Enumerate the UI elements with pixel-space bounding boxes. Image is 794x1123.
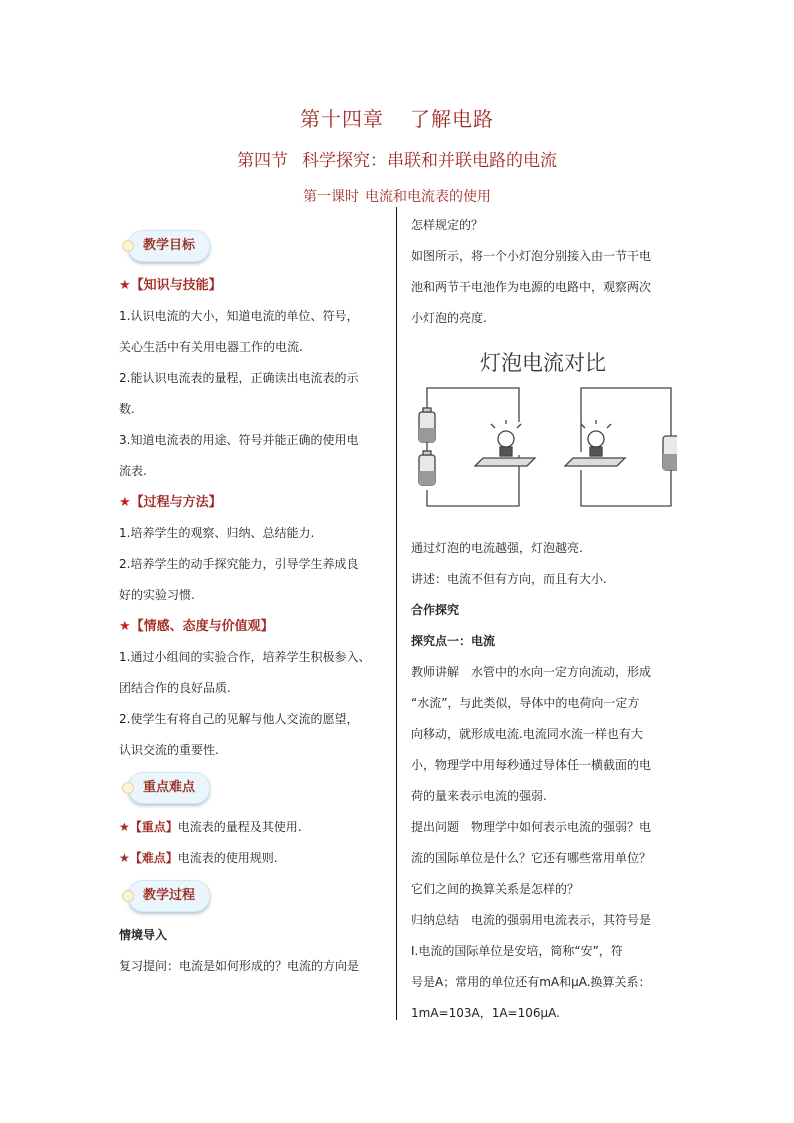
circuit-one-cell (565, 388, 677, 506)
text-line: 怎样规定的？ (411, 218, 484, 232)
text-line: 小，物理学中用每秒通过导体任一横截面的电 (411, 758, 652, 772)
text-line: 1.认识电流的大小，知道电流的单位、符号， (119, 309, 359, 323)
heading-process-methods: ★【过程与方法】 (119, 495, 222, 510)
text-line: 小灯泡的亮度. (411, 311, 487, 325)
text-line: 通过灯泡的电流越强，灯泡越亮. (411, 541, 583, 555)
text-line: 提出问题 物理学中如何表示电流的强弱？电 (411, 820, 652, 834)
key-point-line: ★【重点】电流表的量程及其使用. (119, 820, 302, 834)
bulb-circuit-figure (411, 340, 677, 515)
cooperative-inquiry-heading: 合作探究 (411, 603, 460, 617)
text-line: 好的实验习惯. (119, 588, 195, 602)
lesson-title (0, 186, 794, 206)
badge-key-points: 重点难点 (128, 772, 210, 804)
heading-emotion-values: ★【情感、态度与价值观】 (119, 619, 274, 634)
chapter-title (0, 103, 794, 132)
text-line: 流表. (119, 464, 147, 478)
text-line: 如图所示，将一个小灯泡分别接入由一节干电 (411, 249, 652, 263)
circuit-two-cells (419, 388, 535, 506)
star-icon: ★ (119, 278, 131, 293)
bulb-base (565, 458, 625, 466)
text-line: 2.使学生有将自己的见解与他人交流的愿望， (119, 712, 359, 726)
text-line: 关心生活中有关用电器工作的电流. (119, 340, 303, 354)
star-icon: ★ (119, 851, 130, 865)
text-line: 团结合作的良好品质. (119, 681, 231, 695)
heading-knowledge-skills: ★【知识与技能】 (119, 278, 222, 293)
text-line: 讲述：电流不但有方向，而且有大小. (411, 572, 607, 586)
bulb-base (475, 458, 535, 466)
text-line: 认识交流的重要性. (119, 743, 219, 757)
text-line: 1mA=103A，1A=106μA. (411, 1006, 560, 1020)
text-line: 复习提问：电流是如何形成的？电流的方向是 (119, 959, 360, 973)
situation-heading: 情境导入 (119, 928, 168, 942)
badge-dot (122, 890, 134, 902)
text-line: 教师讲解 水管中的水向一定方向流动，形成 (411, 665, 652, 679)
star-icon: ★ (119, 820, 130, 834)
text-line: 池和两节干电池作为电源的电路中，观察两次 (411, 280, 652, 294)
text-line: 1.培养学生的观察、归纳、总结能力. (119, 526, 315, 540)
star-icon: ★ (119, 619, 131, 634)
text-line: I.电流的国际单位是安培，简称“安”，符 (411, 944, 623, 958)
text-line: 数. (119, 402, 135, 416)
text-line: “水流”，与此类似，导体中的电荷向一定方 (411, 696, 640, 710)
lesson-number: 第一课时 (303, 189, 359, 205)
bulb-icon (498, 431, 514, 447)
chapter-number: 第十四章 (300, 107, 384, 131)
lesson-name: 电流和电流表的使用 (365, 189, 491, 205)
section-name: 科学探究：串联和并联电路的电流 (302, 151, 557, 171)
bulb-icon (588, 431, 604, 447)
text-line: 3.知道电流表的用途、符号并能正确的使用电 (119, 433, 359, 447)
badge-dot (122, 782, 134, 794)
figure-title: 灯泡电流对比 (480, 351, 606, 375)
column-divider (396, 207, 397, 1020)
text-line: 向移动，就形成电流.电流同水流一样也有大 (411, 727, 643, 741)
text-line: 2.培养学生的动手探究能力，引导学生养成良 (119, 557, 359, 571)
left-column (119, 224, 382, 982)
text-line: 它们之间的换算关系是怎样的？ (411, 882, 580, 896)
badge-teaching-process: 教学过程 (128, 880, 210, 912)
badge-dot (122, 240, 134, 252)
text-line: 归纳总结 电流的强弱用电流表示，其符号是 (411, 913, 652, 927)
text-line: 流的国际单位是什么？它还有哪些常用单位？ (411, 851, 652, 865)
right-column (411, 210, 677, 1029)
text-line: 号是A；常用的单位还有mA和μA.换算关系： (411, 975, 651, 989)
difficulty-line: ★【难点】电流表的使用规则. (119, 851, 278, 865)
chapter-name: 了解电路 (410, 107, 494, 131)
text-line: 荷的量来表示电流的强弱. (411, 789, 547, 803)
text-line: 1.通过小组间的实验合作，培养学生积极参入、 (119, 650, 371, 664)
text-line: 2.能认识电流表的量程，正确读出电流表的示 (119, 371, 359, 385)
section-title (0, 146, 794, 171)
inquiry-point-heading: 探究点一：电流 (411, 634, 496, 648)
section-number: 第四节 (237, 151, 288, 171)
badge-teaching-goals: 教学目标 (128, 230, 210, 262)
star-icon: ★ (119, 495, 131, 510)
